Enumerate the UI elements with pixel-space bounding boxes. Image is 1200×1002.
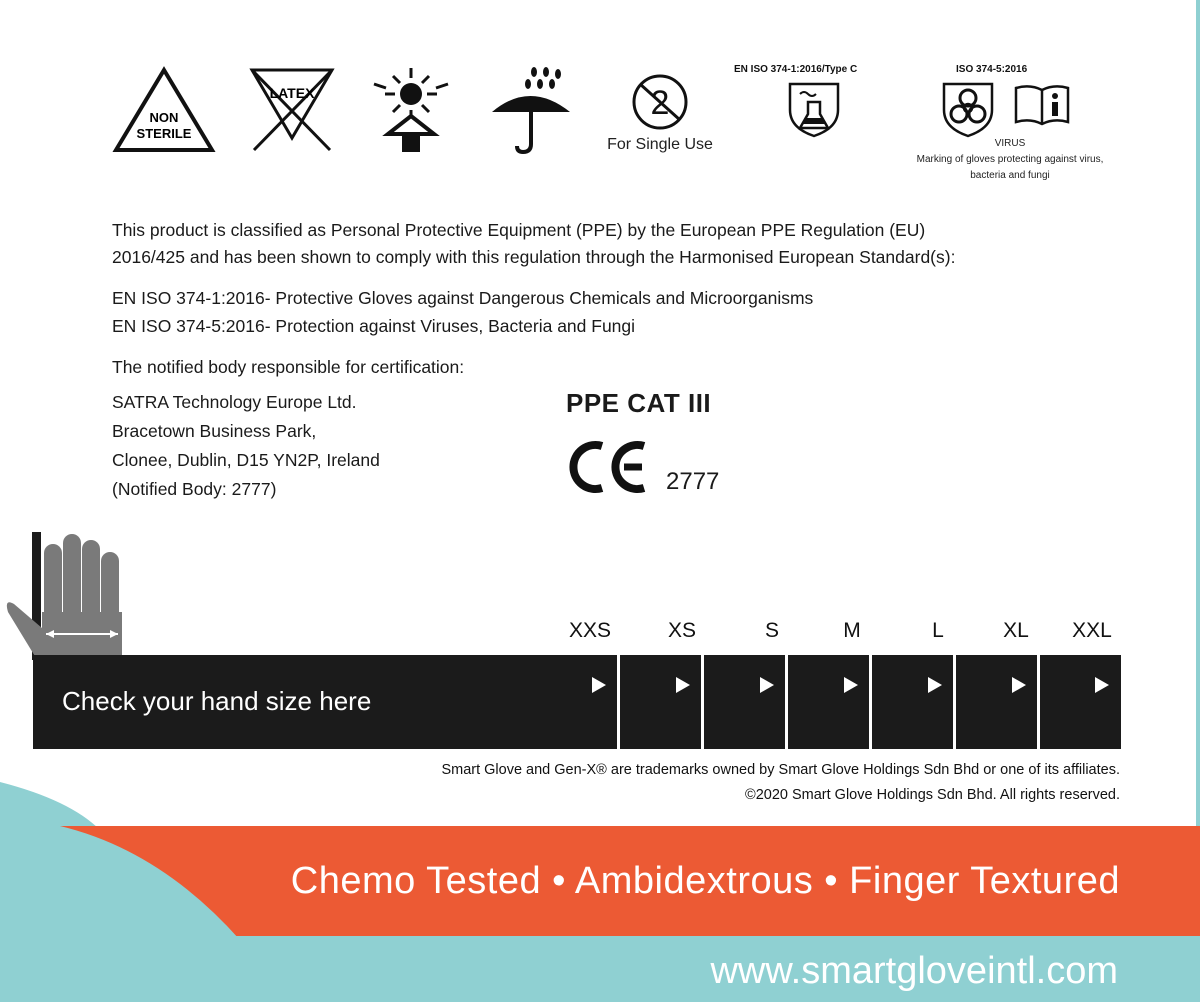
virus-standard-heading: ISO 374-5:2016 <box>956 64 1028 75</box>
address-line: Clonee, Dublin, D15 YN2P, Ireland <box>112 450 380 470</box>
size-label-l: L <box>932 619 944 642</box>
size-label-xxl: XXL <box>1072 619 1112 642</box>
latex-label: LATEX <box>269 85 315 101</box>
check-hand-size-label: Check your hand size here <box>62 686 372 716</box>
ce-mark-text: CE <box>564 440 566 441</box>
ppe-category: PPE CAT III <box>566 388 712 418</box>
size-label-m: M <box>843 619 861 642</box>
size-label-xs: XS <box>667 619 696 642</box>
standard-374-1: EN ISO 374-1:2016- Protective Gloves against Dangerous Chemicals and Microorganisms <box>112 288 814 308</box>
address-line: SATRA Technology Europe Ltd. <box>112 392 357 412</box>
trademark-notice: Smart Glove and Gen-X® are trademarks owned by Smart Glove Holdings Sdn Bhd or one of its affiliates. <box>441 762 1120 778</box>
virus-label: VIRUS <box>994 138 1026 149</box>
size-label-xxs: XXS <box>568 619 612 642</box>
size-label-s: S <box>764 619 779 642</box>
single-use-caption: For Single Use <box>607 136 713 153</box>
svg-text:2: 2 <box>650 84 670 122</box>
standard-374-5: EN ISO 374-5:2016- Protection against Viruses, Bacteria and Fungi <box>112 316 636 336</box>
product-tagline: Chemo Tested • Ambidextrous • Finger Textured <box>290 860 1120 902</box>
non-sterile-line1: NON <box>149 110 179 125</box>
non-sterile-line2: STERILE <box>136 126 192 141</box>
virus-note-line2: bacteria and fungi <box>970 170 1050 181</box>
website-url[interactable]: www.smartgloveintl.com <box>710 950 1118 992</box>
ppe-statement-line1: This product is classified as Personal Protective Equipment (PPE) by the European PPE Regulation (EU) <box>112 220 926 240</box>
address-line: Bracetown Business Park, <box>112 421 317 441</box>
chem-standard-heading: EN ISO 374-1:2016/Type C <box>734 64 858 75</box>
ce-notified-number: 2777 <box>666 468 720 495</box>
notified-body-heading: The notified body responsible for certification: <box>112 357 465 377</box>
ppe-statement-line2: 2016/425 and has been shown to comply with this regulation through the Harmonised European Standard(s): <box>112 247 956 267</box>
size-label-xl: XL <box>1003 619 1029 642</box>
virus-note-line1: Marking of gloves protecting against virus, <box>916 154 1104 165</box>
address-line: (Notified Body: 2777) <box>112 479 277 499</box>
copyright-notice: ©2020 Smart Glove Holdings Sdn Bhd. All rights reserved. <box>745 787 1120 803</box>
